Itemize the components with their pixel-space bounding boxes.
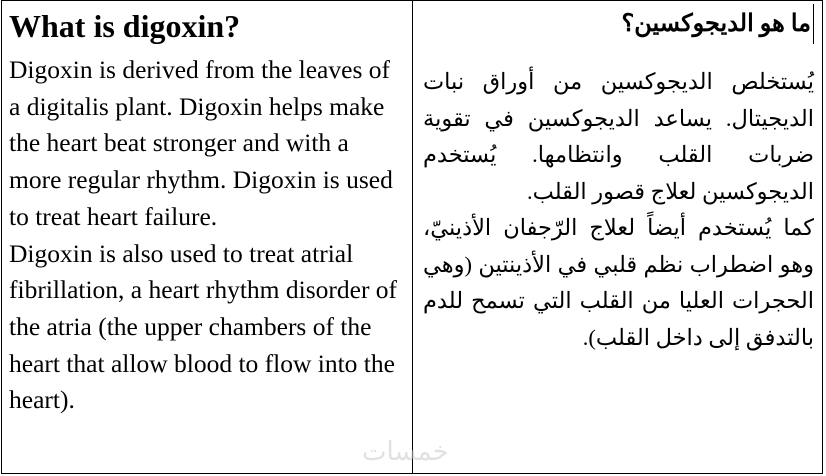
bilingual-table bbox=[1, 0, 823, 474]
english-paragraph-2: Digoxin is also used to treat atrial fibrillation, a heart rhythm disorder of the atria (the upper chambers of the heart that allow blood to flow into the heart). bbox=[9, 238, 398, 415]
arabic-column bbox=[413, 1, 822, 473]
english-title: What is digoxin? bbox=[9, 8, 241, 44]
arabic-title: ما هو الديجوكسين؟ bbox=[622, 4, 814, 44]
watermark-logo: خمسات bbox=[362, 437, 449, 467]
arabic-paragraph-1: يُستخلص الديجوكسين من أوراق نبات الديجيتال. يساعد الديجوكسين في تقوية ضربات القلب وانتظامها. يُستخدم الديجوكسين لعلاج قصور القلب. bbox=[423, 69, 814, 204]
english-column bbox=[2, 1, 413, 473]
english-paragraph-1: Digoxin is derived from the leaves of a digitalis plant. Digoxin helps make the heart beat stronger and with a more regular rhythm. Digoxin is used to treat heart failure. bbox=[9, 55, 393, 231]
arabic-paragraph-2: كما يُستخدم أيضاً لعلاج الرّجفان الأذينيّ، وهو اضطراب نظم قلبي في الأذينتين (وهي الحجرات العليا من القلب التي تسمح للدم بالتدفق إلى داخل القلب). bbox=[423, 215, 814, 350]
